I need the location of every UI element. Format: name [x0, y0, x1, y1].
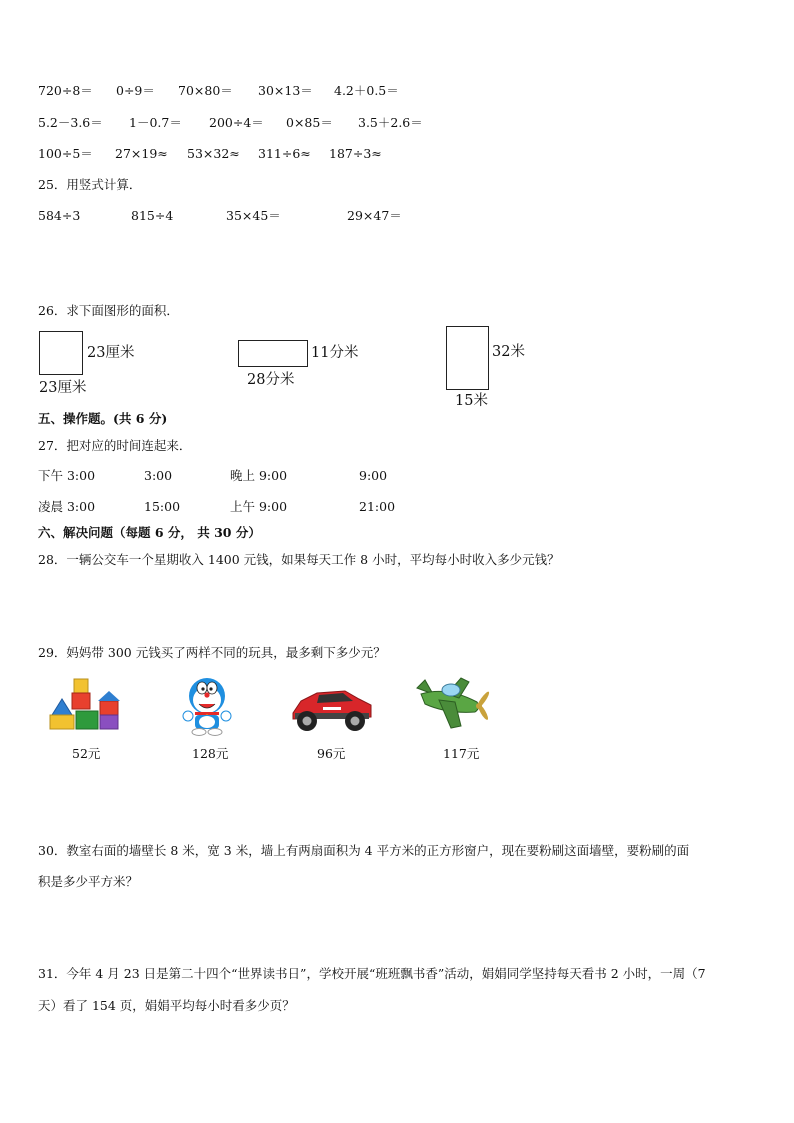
question-31-line-1: 31．今年 4 月 23 日是第二十四个“世界读书日”，学校开展“班班飘书香”活动，娟娟同学坚持每天看书 2 小时，一周（7	[38, 966, 706, 981]
vertical-calc-item: 815÷4	[131, 208, 174, 223]
calc-item: 53×32≈	[187, 146, 240, 161]
calc-item: 720÷8＝	[38, 83, 93, 98]
question-30-line-2: 积是多少平方米？	[38, 874, 139, 889]
calc-item: 100÷5＝	[38, 146, 93, 161]
building-blocks-icon	[48, 677, 124, 733]
time-item: 15:00	[144, 499, 181, 514]
calc-item: 5.2－3.6＝	[38, 115, 103, 130]
toy-price: 52元	[72, 746, 101, 761]
square-side-label: 23厘米	[87, 345, 135, 361]
toy-price: 128元	[192, 746, 229, 761]
time-item: 3:00	[144, 468, 173, 483]
calc-item: 70×80＝	[178, 83, 233, 98]
square-bottom-label: 23厘米	[39, 380, 87, 396]
question-30-line-1: 30．教室右面的墙壁长 8 米，宽 3 米，墙上有两扇面积为 4 平方米的正方形窗户，现在要粉刷这面墙壁，要粉刷的面	[38, 843, 690, 858]
time-item: 9:00	[359, 468, 388, 483]
calc-item: 187÷3≈	[329, 146, 382, 161]
calc-item: 200÷4＝	[209, 115, 264, 130]
tall-rectangle-shape	[446, 326, 489, 390]
calc-item: 4.2＋0.5＝	[334, 83, 399, 98]
calc-item: 0÷9＝	[116, 83, 155, 98]
square-shape	[39, 331, 83, 375]
calc-item: 27×19≈	[115, 146, 168, 161]
toy-airplane-icon	[411, 672, 493, 734]
time-item: 上午 9:00	[230, 499, 288, 514]
toy-price: 96元	[317, 746, 346, 761]
time-item: 21:00	[359, 499, 396, 514]
question-26-title: 26．求下面图形的面积．	[38, 303, 179, 318]
calc-item: 0×85＝	[286, 115, 333, 130]
question-25-title: 25．用竖式计算．	[38, 177, 142, 192]
time-item: 下午 3:00	[38, 468, 96, 483]
calc-item: 3.5＋2.6＝	[358, 115, 423, 130]
toy-car-icon	[287, 683, 375, 735]
section-5-heading: 五、操作题。(共 6 分)	[38, 411, 168, 426]
rectangle-side-label: 11分米	[311, 345, 359, 361]
rectangle-bottom-label: 28分米	[247, 372, 295, 388]
calc-item: 1－0.7＝	[129, 115, 182, 130]
vertical-calc-item: 35×45＝	[226, 208, 281, 223]
time-item: 凌晨 3:00	[38, 499, 96, 514]
calc-item: 30×13＝	[258, 83, 313, 98]
section-6-heading: 六、解决问题（每题 6 分， 共 30 分）	[38, 525, 261, 540]
doraemon-icon	[181, 676, 233, 736]
tall-rectangle-bottom-label: 15米	[455, 393, 488, 409]
calc-item: 311÷6≈	[258, 146, 311, 161]
toy-price: 117元	[443, 746, 480, 761]
time-item: 晚上 9:00	[230, 468, 288, 483]
question-31-line-2: 天）看了 154 页，娟娟平均每小时看多少页？	[38, 998, 295, 1013]
question-28: 28．一辆公交车一个星期收入 1400 元钱，如果每天工作 8 小时，平均每小时收入多少元钱？	[38, 552, 560, 567]
rectangle-shape	[238, 340, 308, 367]
question-27-title: 27．把对应的时间连起来．	[38, 438, 192, 453]
vertical-calc-item: 29×47＝	[347, 208, 402, 223]
vertical-calc-item: 584÷3	[38, 208, 81, 223]
question-29-title: 29．妈妈带 300 元钱买了两样不同的玩具，最多剩下多少元？	[38, 645, 386, 660]
tall-rectangle-side-label: 32米	[492, 344, 525, 360]
